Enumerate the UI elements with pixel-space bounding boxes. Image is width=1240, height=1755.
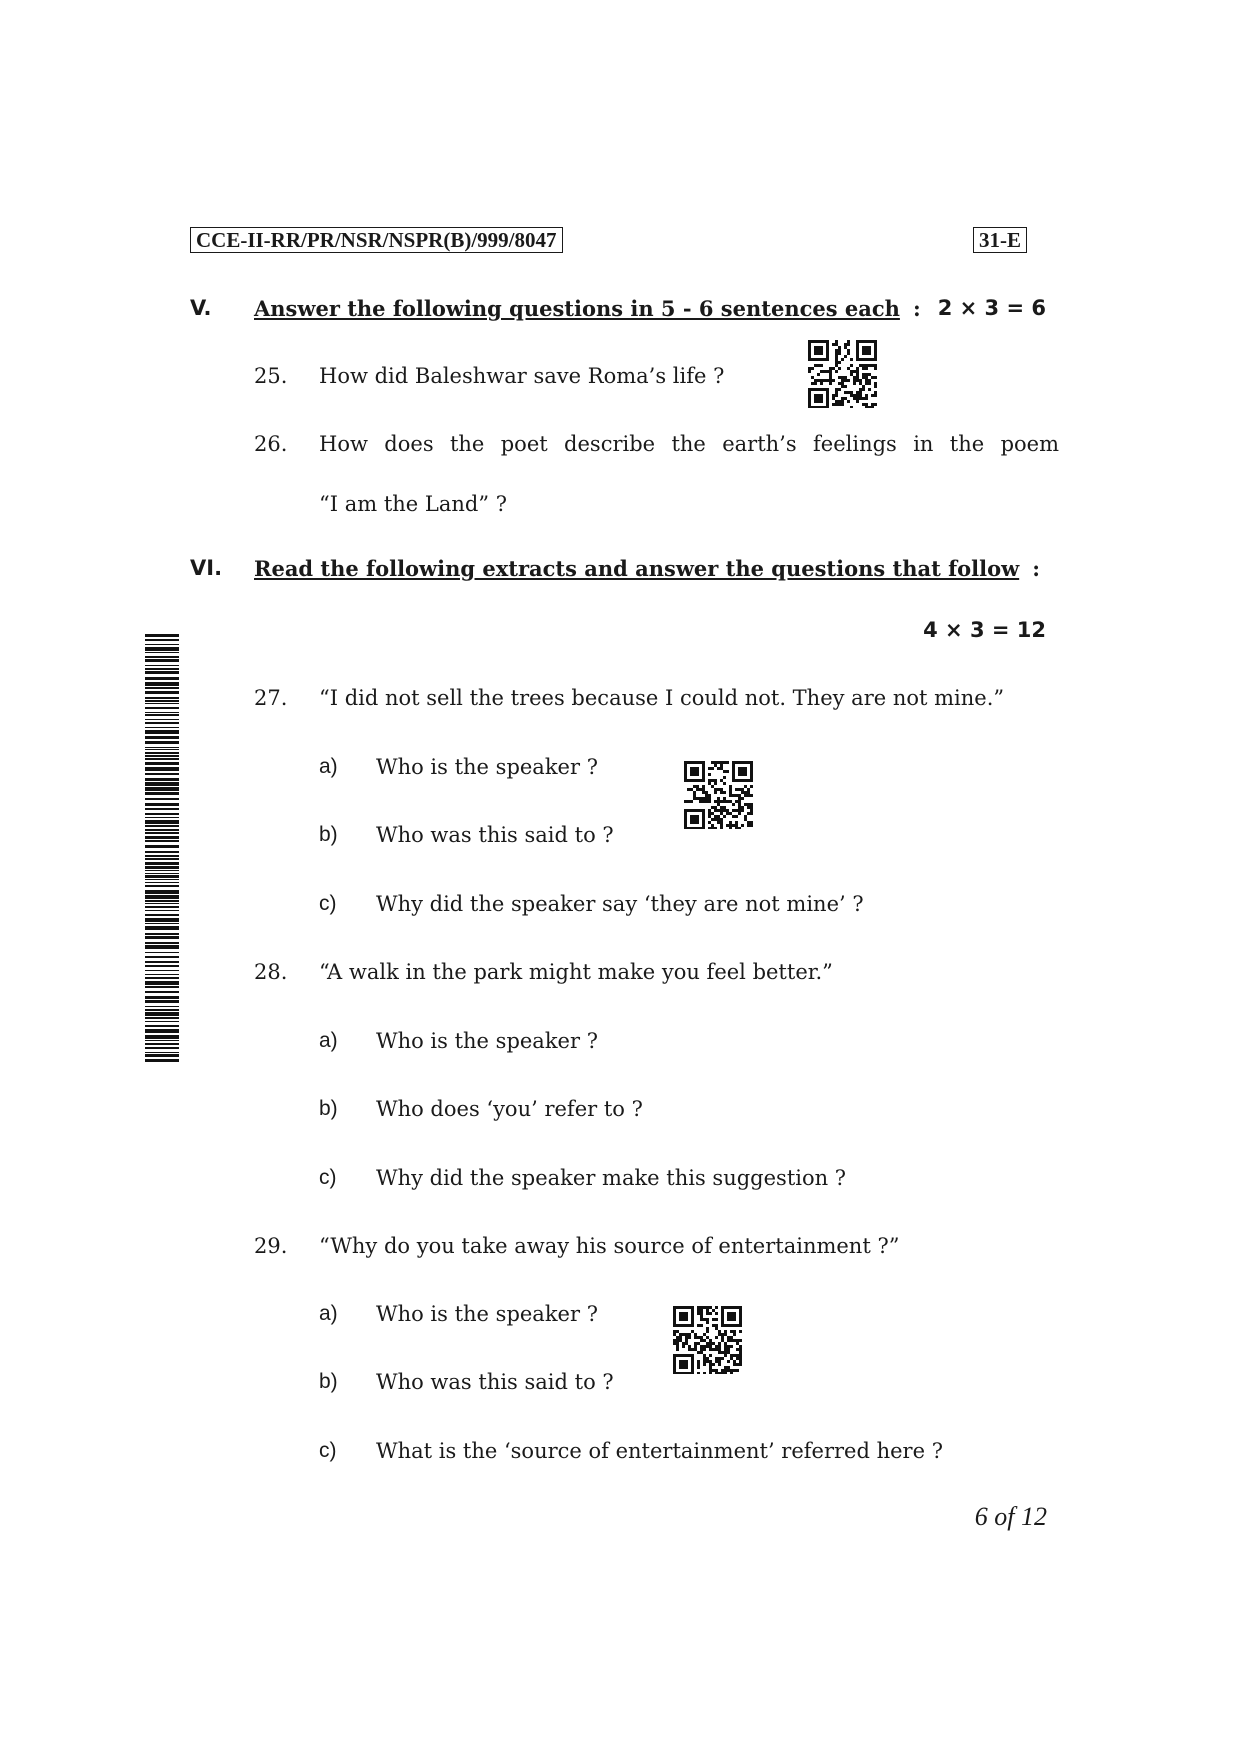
q28-sub-b-letter: b) bbox=[319, 1097, 338, 1120]
q27-sub-b-letter: b) bbox=[319, 823, 338, 846]
q29-sub-b-text: Who was this said to ? bbox=[376, 1370, 614, 1394]
q27-sub-c-text: Why did the speaker say ‘they are not mine’ ? bbox=[376, 892, 864, 916]
question-28-number: 28. bbox=[254, 960, 288, 984]
qr-code-icon bbox=[684, 761, 754, 829]
section-v-number: V. bbox=[190, 296, 212, 320]
paper-code: CCE-II-RR/PR/NSR/NSPR(B)/999/8047 bbox=[196, 228, 557, 252]
question-29-number: 29. bbox=[254, 1234, 288, 1258]
q28-sub-c-letter: c) bbox=[319, 1166, 337, 1189]
q28-sub-c-text: Why did the speaker make this suggestion ? bbox=[376, 1166, 847, 1190]
q27-sub-c-letter: c) bbox=[319, 892, 337, 915]
barcode-image bbox=[145, 634, 179, 1062]
question-26-text-line2: “I am the Land” ? bbox=[319, 492, 507, 516]
paper-code-box bbox=[190, 227, 563, 253]
page-number: 6 of 12 bbox=[974, 1502, 1047, 1531]
subject-code-box bbox=[973, 227, 1027, 253]
question-29-text: “Why do you take away his source of entertainment ?” bbox=[319, 1234, 900, 1258]
qr-code-icon bbox=[808, 340, 878, 408]
q28-sub-a-letter: a) bbox=[319, 1029, 338, 1052]
q28-sub-a-text: Who is the speaker ? bbox=[376, 1029, 598, 1053]
q29-sub-c-text: What is the ‘source of entertainment’ referred here ? bbox=[376, 1439, 943, 1463]
q29-sub-a-letter: a) bbox=[319, 1302, 338, 1325]
q29-sub-a-text: Who is the speaker ? bbox=[376, 1302, 598, 1326]
q29-sub-c-letter: c) bbox=[319, 1439, 337, 1462]
question-25-text: How did Baleshwar save Roma’s life ? bbox=[319, 364, 725, 388]
question-28-text: “A walk in the park might make you feel better.” bbox=[319, 960, 833, 984]
section-v-title: Answer the following questions in 5 - 6 sentences each bbox=[254, 296, 900, 321]
q27-sub-b-text: Who was this said to ? bbox=[376, 823, 614, 847]
q28-sub-b-text: Who does ‘you’ refer to ? bbox=[376, 1097, 643, 1121]
question-27-text: “I did not sell the trees because I could not. They are not mine.” bbox=[319, 686, 1005, 710]
question-26-number: 26. bbox=[254, 432, 288, 456]
q27-sub-a-letter: a) bbox=[319, 755, 338, 778]
q27-sub-a-text: Who is the speaker ? bbox=[376, 755, 598, 779]
subject-code: 31-E bbox=[979, 228, 1021, 252]
section-vi-heading bbox=[254, 556, 1040, 581]
section-vi-number: VI. bbox=[190, 556, 223, 580]
section-vi-marks: 4 × 3 = 12 bbox=[923, 618, 1046, 642]
section-v-heading bbox=[254, 296, 921, 321]
q29-sub-b-letter: b) bbox=[319, 1370, 338, 1393]
question-26-text-line1: How does the poet describe the earth’s feelings in the poem bbox=[319, 432, 1059, 456]
question-27-number: 27. bbox=[254, 686, 288, 710]
section-v-colon: : bbox=[913, 296, 921, 321]
section-vi-title: Read the following extracts and answer the questions that follow bbox=[254, 556, 1020, 581]
section-v-marks: 2 × 3 = 6 bbox=[937, 296, 1046, 320]
question-25-number: 25. bbox=[254, 364, 288, 388]
qr-code-icon bbox=[673, 1306, 743, 1374]
section-vi-colon: : bbox=[1032, 556, 1041, 581]
